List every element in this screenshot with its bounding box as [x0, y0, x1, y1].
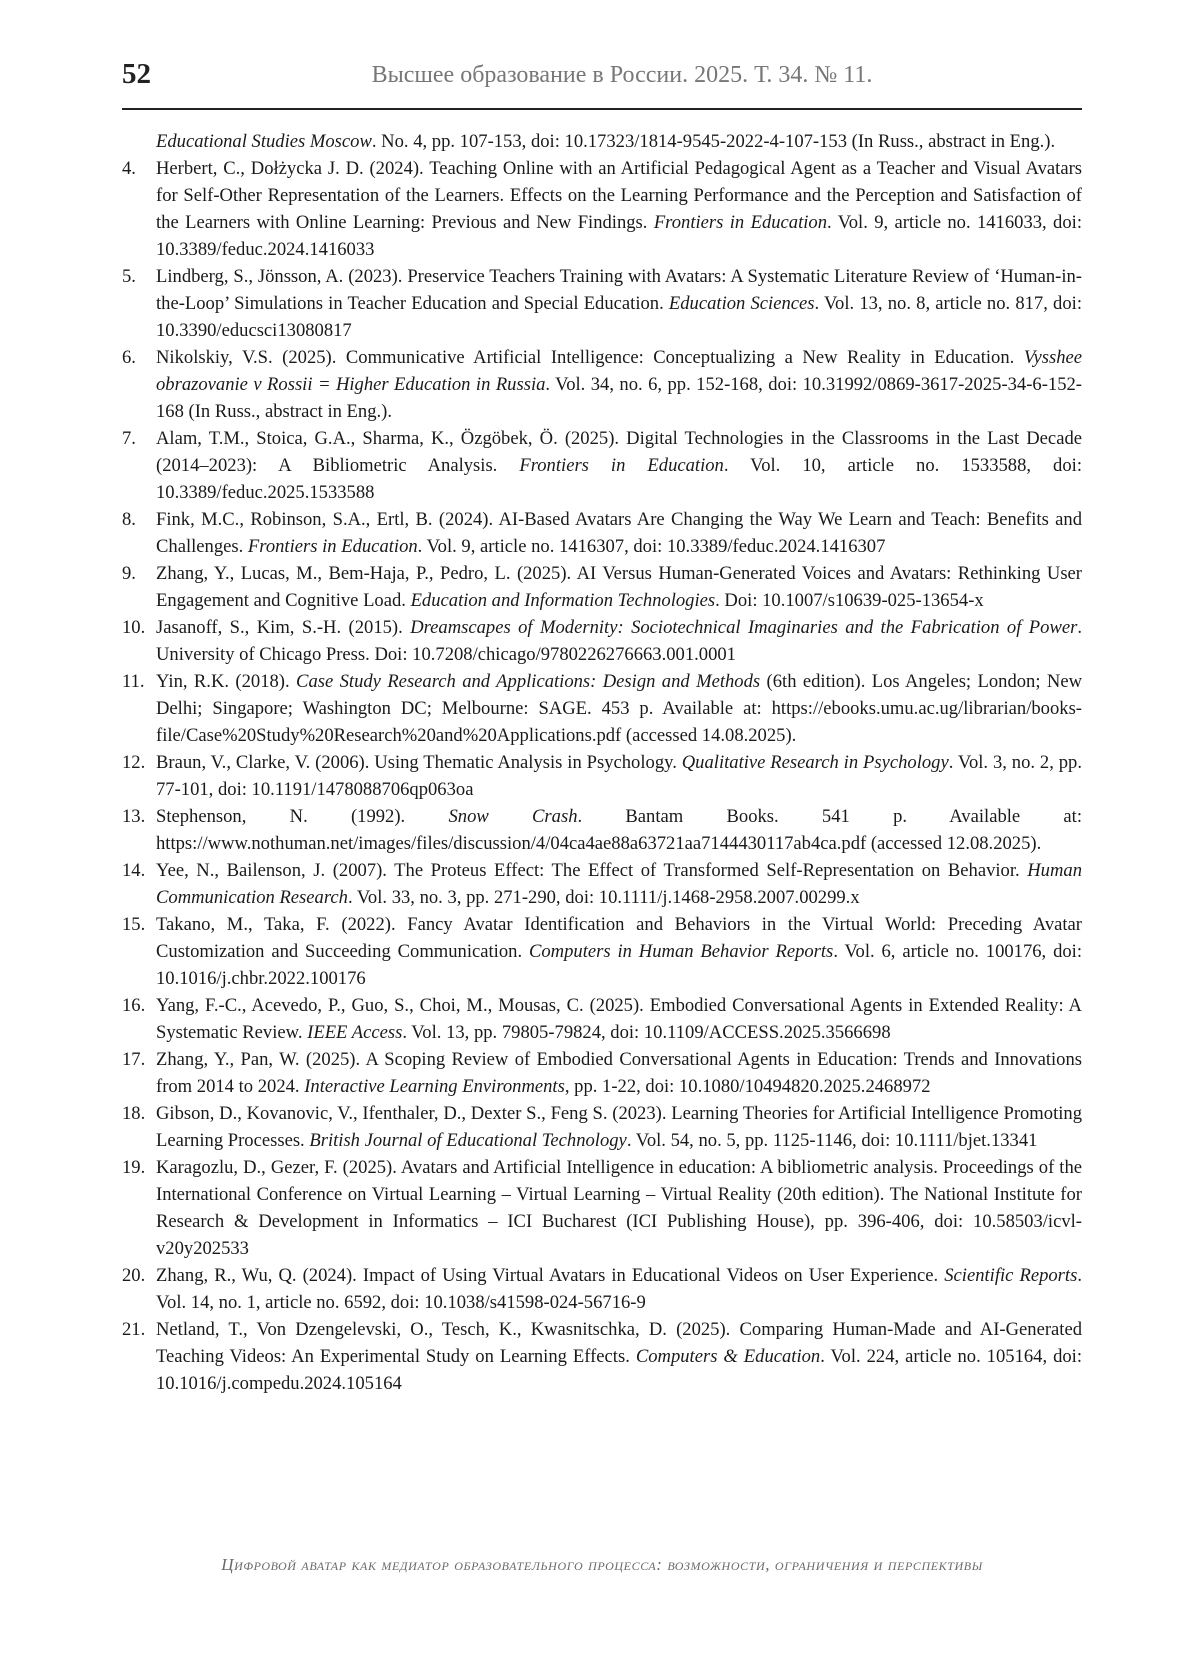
reference-item: [122, 344, 1082, 425]
reference-text: Yang, F.-C., Acevedo, P., Guo, S., Choi, M., Mousas, C. (2025). Embodied Conversational Agents in Extended Reality: A Systematic Review.: [156, 995, 1082, 1043]
reference-number: 8.: [122, 509, 136, 530]
reference-text: Takano, M., Taka, F. (2022). Fancy Avatar Identification and Behaviors in the Virtual World: Preceding Avatar Customization and Succeeding Communication.: [156, 914, 1082, 962]
reference-source-title: Scientific Reports: [944, 1265, 1078, 1286]
reference-source-title: Dreamscapes of Modernity: Sociotechnical Imaginaries and the Fabrication of Power: [410, 617, 1078, 638]
reference-number: 18.: [122, 1103, 146, 1124]
reference-text: Yee, N., Bailenson, J. (2007). The Proteus Effect: The Effect of Transformed Self-Representation on Behavior.: [156, 860, 1028, 881]
reference-text: Alam, T.M., Stoica, G.A., Sharma, K., Özgöbek, Ö. (2025). Digital Technologies in the Classrooms in the Last Decade (2014–2023): A Bibliometric Analysis.: [156, 428, 1082, 476]
reference-text: Netland, T., Von Dzengelevski, O., Tesch, K., Kwasnitschka, D. (2025). Comparing Human-Made and AI-Generated Teaching Videos: An Experimental Study on Learning Effects.: [156, 1319, 1082, 1367]
reference-text: . Vol. 224, article no. 105164, doi: 10.1016/j.compedu.2024.105164: [156, 1346, 1082, 1394]
reference-number: 14.: [122, 860, 146, 881]
reference-number: 11.: [122, 671, 145, 692]
reference-text: Zhang, Y., Pan, W. (2025). A Scoping Review of Embodied Conversational Agents in Education: Trends and Innovations from 2014 to 2024.: [156, 1049, 1082, 1097]
reference-item: [122, 128, 1082, 155]
reference-number: 15.: [122, 914, 146, 935]
reference-text: , pp. 1-22, doi: 10.1080/10494820.2025.2468972: [564, 1076, 931, 1097]
reference-item: [122, 668, 1082, 749]
reference-number: 10.: [122, 617, 146, 638]
journal-title: Высшее образование в России. 2025. Т. 34. № 11.: [371, 62, 873, 88]
reference-text: . Vol. 14, no. 1, article no. 6592, doi: 10.1038/s41598-024-56716-9: [156, 1265, 1082, 1313]
reference-item: [122, 1046, 1082, 1100]
reference-text: . Bantam Books. 541 p. Available at: https://www.nothuman.net/images/files/discussion/4/04ca4ae88a63721aa7144430117ab4ca.pdf (accessed 12.08.2025).: [156, 806, 1083, 854]
reference-text: (6th edition). Los Angeles; London; New Delhi; Singapore; Washington DC; Melbourne: SAGE. 453 p. Available at: https://ebooks.umu.ac.ug/librarian/books-file/Case%20Study%20Research%20and%20Applications.pdf (accessed 14.08.2025).: [156, 671, 1083, 746]
reference-text: . Vol. 33, no. 3, pp. 271-290, doi: 10.1111/j.1468-2958.2007.00299.x: [347, 887, 860, 908]
reference-source-title: Frontiers in Education: [247, 536, 418, 557]
reference-source-title: Vysshee obrazovanie v Rossii = Higher Education in Russia: [156, 347, 1082, 395]
reference-source-title: Education Sciences: [668, 293, 815, 314]
reference-text: . Vol. 9, article no. 1416033, doi: 10.3389/feduc.2024.1416033: [156, 212, 1082, 260]
reference-source-title: Case Study Research and Applications: Design and Methods: [296, 671, 761, 692]
reference-source-title: Educational Studies Moscow: [156, 131, 372, 152]
reference-item: [122, 1154, 1082, 1262]
reference-source-title: Computers in Human Behavior Reports: [528, 941, 834, 962]
reference-item: [122, 506, 1082, 560]
reference-item: [122, 749, 1082, 803]
reference-source-title: British Journal of Educational Technology: [309, 1130, 627, 1151]
reference-text: Fink, M.C., Robinson, S.A., Ertl, B. (2024). AI-Based Avatars Are Changing the Way We Learn and Teach: Benefits and Challenges.: [156, 509, 1082, 557]
reference-text: Stephenson, N. (1992).: [156, 806, 449, 827]
reference-number: 6.: [122, 347, 136, 368]
reference-number: 16.: [122, 995, 146, 1016]
reference-item: [122, 560, 1082, 614]
reference-item: [122, 992, 1082, 1046]
reference-item: [122, 614, 1082, 668]
reference-text: Herbert, C., Dołżycka J. D. (2024). Teaching Online with an Artificial Pedagogical Agent as a Teacher and Visual Avatars for Self-Other Representation of the Learners. Effects on the Learning Performance and the Perception and Satisfaction of the Learners with Online Learning: Previous and New Findings.: [156, 158, 1082, 233]
reference-list: [122, 128, 1082, 1397]
reference-number: 13.: [122, 806, 146, 827]
reference-text: Yin, R.K. (2018).: [156, 671, 297, 692]
reference-number: 12.: [122, 752, 146, 773]
page-number: 52: [122, 58, 151, 90]
reference-number: 17.: [122, 1049, 146, 1070]
reference-number: 4.: [122, 158, 136, 179]
reference-item: [122, 1100, 1082, 1154]
reference-source-title: Qualitative Research in Psychology: [681, 752, 949, 773]
reference-text: . No. 4, pp. 107-153, doi: 10.17323/1814-9545-2022-4-107-153 (In Russ., abstract in Eng.).: [371, 131, 1056, 152]
reference-source-title: Education and Information Technologies: [410, 590, 716, 611]
reference-item: [122, 425, 1082, 506]
reference-text: Jasanoff, S., Kim, S.-H. (2015).: [156, 617, 411, 638]
reference-text: . Vol. 54, no. 5, pp. 1125-1146, doi: 10.1111/bjet.13341: [626, 1130, 1038, 1151]
reference-text: . Vol. 10, article no. 1533588, doi: 10.3389/feduc.2025.1533588: [156, 455, 1082, 503]
reference-text: . Vol. 13, pp. 79805-79824, doi: 10.1109/ACCESS.2025.3566698: [402, 1022, 891, 1043]
reference-item: [122, 155, 1082, 263]
reference-item: [122, 1316, 1082, 1397]
reference-text: . Vol. 6, article no. 100176, doi: 10.1016/j.chbr.2022.100176: [156, 941, 1083, 989]
reference-number: 5.: [122, 266, 136, 287]
reference-source-title: Interactive Learning Environments: [304, 1076, 565, 1097]
reference-text: . Vol. 9, article no. 1416307, doi: 10.3389/feduc.2024.1416307: [417, 536, 886, 557]
reference-item: [122, 857, 1082, 911]
reference-text: Braun, V., Clarke, V. (2006). Using Thematic Analysis in Psychology.: [156, 752, 682, 773]
reference-text: . University of Chicago Press. Doi: 10.7208/chicago/9780226276663.001.0001: [156, 617, 1082, 665]
reference-text: . Vol. 13, no. 8, article no. 817, doi: 10.3390/educsci13080817: [156, 293, 1082, 341]
reference-number: 19.: [122, 1157, 146, 1178]
reference-item: [122, 263, 1082, 344]
reference-source-title: Snow Crash: [448, 806, 578, 827]
reference-item: [122, 911, 1082, 992]
reference-number: 20.: [122, 1265, 146, 1286]
reference-text: . Vol. 3, no. 2, pp. 77-101, doi: 10.1191/1478088706qp063oa: [156, 752, 1082, 800]
reference-source-title: Frontiers in Education: [519, 455, 724, 476]
reference-source-title: Computers & Education: [635, 1346, 821, 1367]
reference-item: [122, 803, 1082, 857]
reference-text: Zhang, R., Wu, Q. (2024). Impact of Using Virtual Avatars in Educational Videos on User Experience.: [156, 1265, 945, 1286]
reference-text: Zhang, Y., Lucas, M., Bem-Haja, P., Pedro, L. (2025). AI Versus Human-Generated Voices and Avatars: Rethinking User Engagement and Cognitive Load.: [156, 563, 1082, 611]
reference-source-title: Human Communication Research: [156, 860, 1082, 908]
reference-source-title: Frontiers in Education: [653, 212, 828, 233]
reference-text: Nikolskiy, V.S. (2025). Communicative Artificial Intelligence: Conceptualizing a New Reality in Education.: [156, 347, 1024, 368]
reference-text: . Doi: 10.1007/s10639-025-13654-x: [715, 590, 984, 611]
reference-number: 21.: [122, 1319, 146, 1340]
reference-text: . Vol. 34, no. 6, pp. 152-168, doi: 10.31992/0869-3617-2025-34-6-152-168 (In Russ., abstract in Eng.).: [156, 374, 1082, 422]
reference-source-title: IEEE Access: [307, 1022, 403, 1043]
reference-number: 9.: [122, 563, 136, 584]
reference-text: Gibson, D., Kovanovic, V., Ifenthaler, D., Dexter S., Feng S. (2023). Learning Theories for Artificial Intelligence Promoting Learning Processes.: [156, 1103, 1082, 1151]
reference-text: Karagozlu, D., Gezer, F. (2025). Avatars and Artificial Intelligence in education: A bibliometric analysis. Proceedings of the International Conference on Virtual Learning – Virtual Learning – Virtual Reality (20th edition). The National Institute for Research & Development in Informatics – ICI Bucharest (ICI Publishing House), pp. 396-406, doi: 10.58503/icvl-v20y202533: [156, 1157, 1082, 1259]
reference-text: Lindberg, S., Jönsson, A. (2023). Preservice Teachers Training with Avatars: A Systematic Literature Review of ‘Human-in-the-Loop’ Simulations in Teacher Education and Special Education.: [156, 266, 1082, 314]
page-header: [122, 58, 1082, 110]
reference-item: [122, 1262, 1082, 1316]
reference-number: 7.: [122, 428, 136, 449]
running-title: Цифровой аватар как медиатор образовательного процесса: возможности, ограничения и перспективы: [221, 1555, 983, 1574]
